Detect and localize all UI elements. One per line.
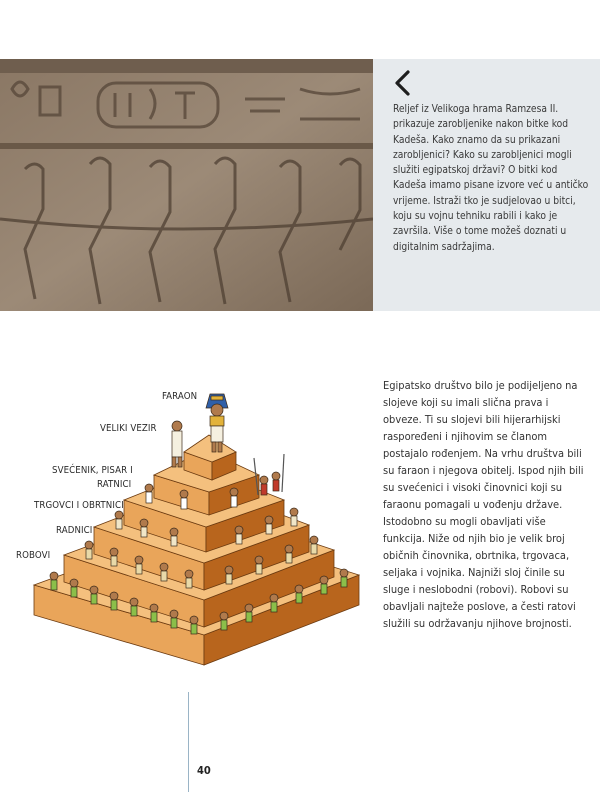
chevron-left-icon[interactable] — [393, 70, 413, 96]
footer-divider — [188, 692, 189, 792]
page-number: 40 — [197, 764, 211, 777]
label-svecenik-line2: RATNICI — [97, 479, 132, 490]
label-radnici: RADNICI — [56, 525, 93, 536]
label-svecenik-line1: SVEĆENIK, PISAR I — [52, 465, 133, 476]
label-veliki-vezir: VELIKI VEZIR — [100, 423, 157, 434]
label-robovi: ROBOVI — [16, 550, 51, 561]
figure-caption: Reljef iz Velikoga hrama Ramzesa II. prikazuje zarobljenike nakon bitke kod Kadeša. Kako znamo da su prikazani zarobljenici? Kako su zarobljenici mogli služiti egipatskoj državi? O bitki kod Kadeša imamo pisane izvore već u antičko vrijeme. Istraži tko je sudjelovao u bitci, koju su vojnu tehniku rabili i kako je završila. Više o tome možeš doznati u digitalnim sadržajima. — [393, 104, 589, 253]
relief-photo — [0, 59, 373, 311]
label-faraon: FARAON — [162, 391, 198, 402]
label-trgovci: TRGOVCI I OBRTNICI — [34, 500, 124, 511]
body-paragraph: Egipatsko društvo bilo je podijeljeno na slojeve koji su imali slična prava i obveze. Ti su slojevi bili hijerarhijski raspoređeni i njihovim se članom postajalo rođenjem. Na vrhu društva bili su faraon i njegova obitelj. Ispod njih bili su svećenici i visoki činovnici koji su faraonu pomagali u vođenju države. Istodobno su mogli obavljati više funkcija. Niže od njih bio je velik broj običnih činovnika, obrtnika, trgovaca, seljaka i vojnika. Najniži sloj činile su sluge i neslobodni (robovi). Robovi su obavljali najteže poslove, a česti ratovi služili su održavanju njihove brojnosti. — [383, 379, 584, 630]
